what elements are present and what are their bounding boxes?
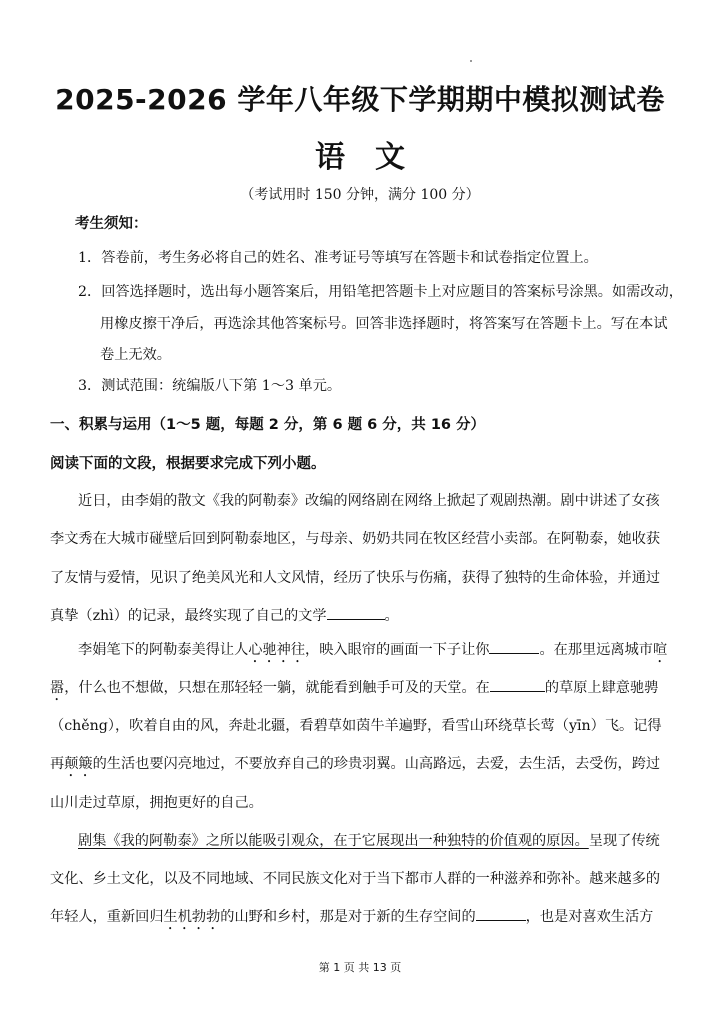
- notice-item-2-line-1: 2．回答选择题时，选出每小题答案后，用铅笔把答题卡上对应题目的答案标号涂黑。如需改动，: [78, 284, 683, 300]
- fill-blank-3[interactable]: [490, 677, 545, 692]
- p2-line-1-text-c: 。在那里远离城市: [539, 642, 653, 658]
- fill-blank-4[interactable]: [476, 906, 526, 921]
- p2-line-4-text-a: 再: [50, 756, 65, 772]
- notice-item-2-line-2: 用橡皮擦干净后，再选涂其他答案标号。回答非选择题时，将答案写在答题卡上。写在本试: [100, 316, 668, 332]
- passage-p3-line-3: [50, 906, 653, 933]
- section-1-heading: 一、积累与运用（1～5 题，每题 2 分，第 6 题 6 分，共 16 分）: [50, 417, 486, 433]
- dotted-char-xiao: 嚣: [50, 680, 65, 696]
- p3-line-3-text-a: 年轻人，重新回归: [50, 909, 164, 925]
- p2-line-2-text-a: ，什么也不想做，只想在那轻轻一躺，就能看到触手可及的天堂。在: [64, 680, 490, 696]
- dotted-word-shengjibobo: 生机勃勃: [163, 909, 221, 925]
- fill-blank-1[interactable]: [327, 605, 385, 620]
- notice-item-2-line-3: 卷上无效。: [100, 347, 171, 363]
- passage-p1-line-3: 了友情与爱情，见识了绝美风光和人文风情，经历了快乐与伤痛，获得了独特的生命体验，并通过: [50, 570, 661, 586]
- notice-item-3: 3．测试范围：统编版八下第 1～3 单元。: [78, 378, 342, 394]
- scan-speck: [470, 60, 472, 62]
- p1-line-4-end: 。: [384, 608, 399, 624]
- passage-p1-line-4: [50, 605, 399, 625]
- passage-p1-line-2: 李文秀在大城市碰壁后回到阿勒泰地区，与母亲、奶奶共同在牧区经营小卖部。在阿勒泰，她收获: [50, 531, 661, 547]
- dotted-word-dianbo: 颠簸: [64, 756, 93, 772]
- notice-heading: 考生须知：: [75, 216, 148, 232]
- exam-info: （考试用时 150 分钟，满分 100 分）: [240, 187, 480, 203]
- dotted-word-xinchishenwang: 心驰神往: [248, 642, 306, 658]
- fill-blank-2[interactable]: [489, 639, 539, 654]
- dotted-char-xuan: 喧: [653, 642, 668, 658]
- underlined-sentence: 剧集《我的阿勒泰》之所以能吸引观众，在于它展现出一种独特的价值观的原因。: [78, 833, 589, 849]
- notice-item-1: 1．答卷前，考生务必将自己的姓名、准考证号等填写在答题卡和试卷指定位置上。: [78, 250, 598, 266]
- p1-line-4-text: 真挚（zhì）的记录，最终实现了自己的文学: [50, 608, 327, 624]
- exam-title: 2025-2026 学年八年级下学期期中模拟测试卷: [55, 83, 665, 116]
- passage-p2-line-4: [50, 753, 660, 780]
- passage-p2-line-5: 山川走过草原，拥抱更好的自己。: [50, 795, 263, 811]
- passage-p3-line-1: [78, 830, 660, 850]
- passage-p2-line-3: （chěng），吹着自由的风，奔赴北疆，看碧草如茵牛羊遍野，看雪山环绕草长莺（yīn）飞。记得: [50, 718, 662, 734]
- passage-p2-line-2: [50, 677, 658, 704]
- p3-line-3-text-b: 的山野和乡村，那是对于新的生存空间的: [220, 909, 476, 925]
- p2-line-4-text-b: 的生活也要闪亮地过，不要放弃自己的珍贵羽翼。山高路远，去爱，去生活，去受伤，跨过: [92, 756, 661, 772]
- reading-instruction: 阅读下面的文段，根据要求完成下列小题。: [50, 456, 326, 472]
- passage-p2-line-1: [78, 639, 667, 666]
- subject-title: 语 文: [315, 140, 405, 175]
- p2-line-2-text-b: 的草原上肆意驰骋: [544, 680, 659, 696]
- p3-line-1-text-b: 呈现了传统: [588, 833, 660, 849]
- page-number: 第 1 页 共 13 页: [318, 961, 402, 974]
- p2-line-1-text-b: ，映入眼帘的画面一下子让你: [305, 642, 490, 658]
- passage-p3-line-2: 文化、乡土文化，以及不同地域、不同民族文化对于当下都市人群的一种滋养和弥补。越来越多的: [50, 871, 661, 887]
- p3-line-3-text-c: ，也是对喜欢生活方: [525, 909, 654, 925]
- p2-line-1-text-a: 李娟笔下的阿勒泰美得让人: [78, 642, 249, 658]
- passage-p1-line-1: 近日，由李娟的散文《我的阿勒泰》改编的网络剧在网络上掀起了观剧热潮。剧中讲述了女孩: [78, 493, 660, 509]
